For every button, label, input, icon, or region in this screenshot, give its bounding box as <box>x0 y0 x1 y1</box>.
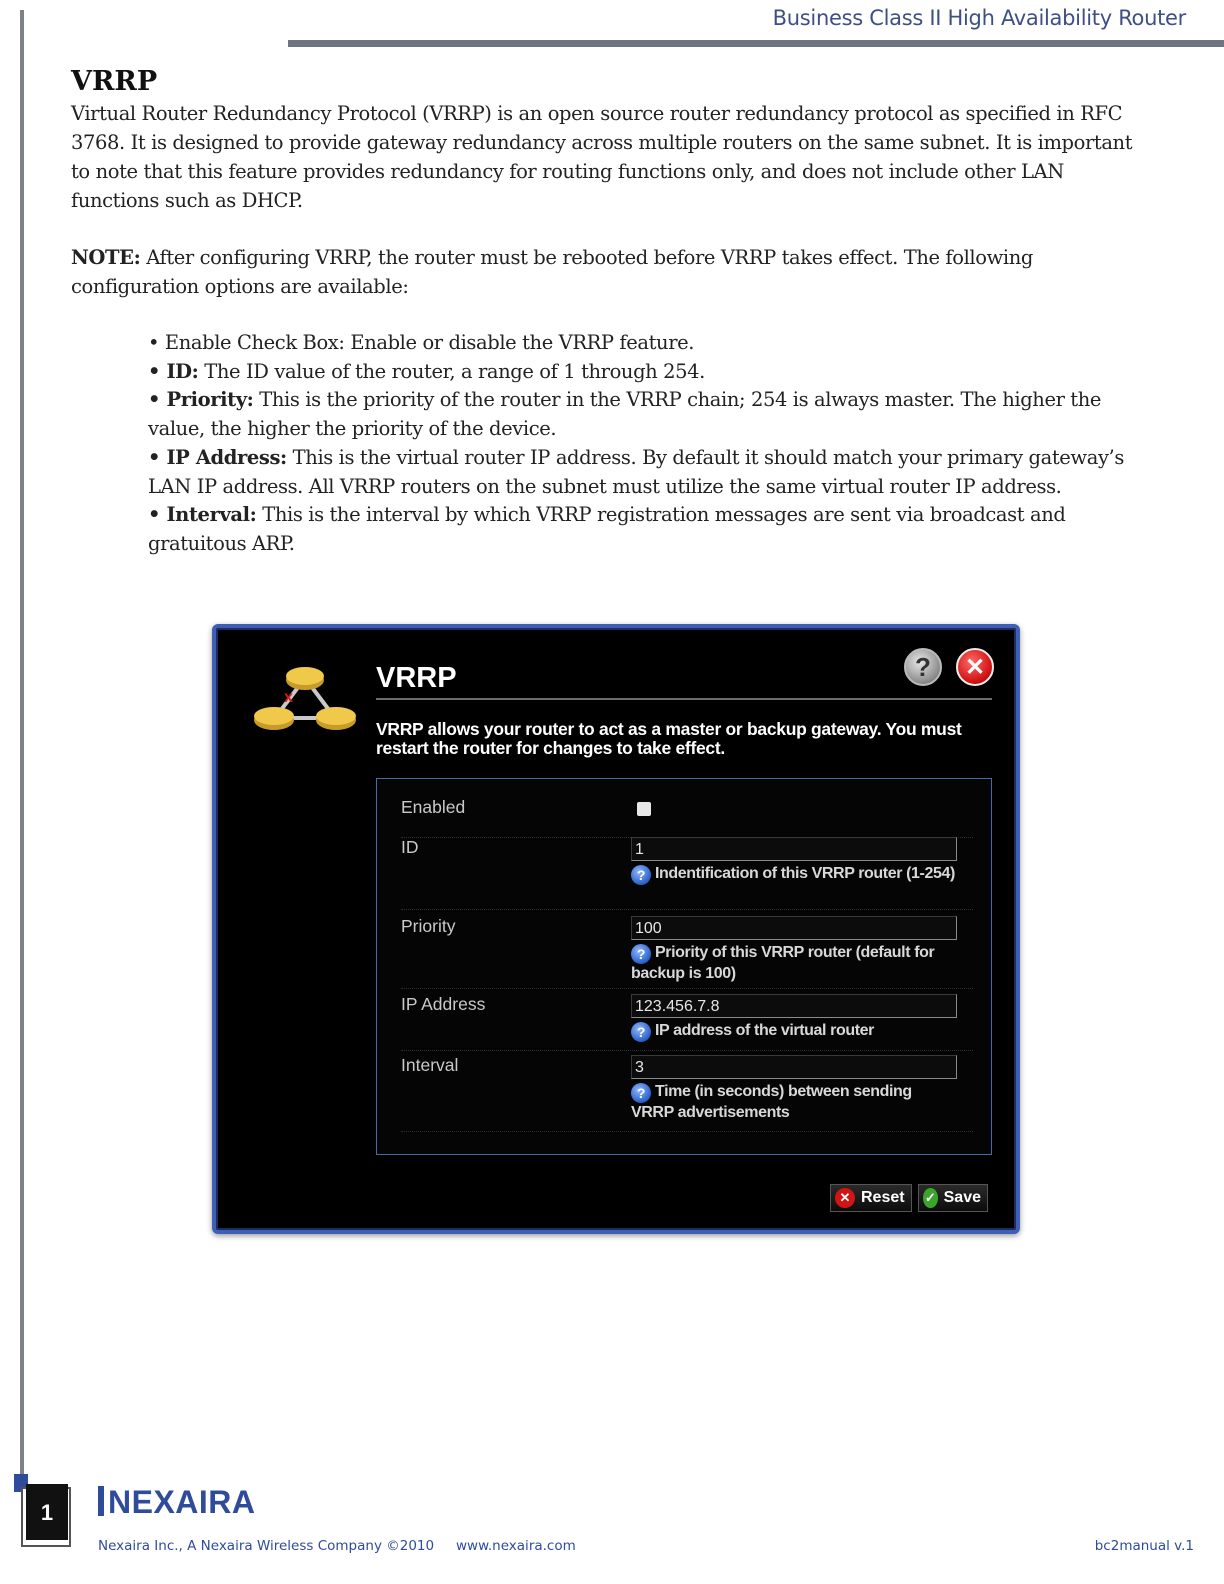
priority-row <box>401 916 973 989</box>
list-item <box>148 386 1151 443</box>
interval-label: Interval <box>401 1055 459 1075</box>
list-item <box>148 329 1151 358</box>
list-item <box>148 501 1151 558</box>
options-list <box>148 329 1151 559</box>
header-rule <box>288 40 1224 47</box>
interval-hint-text: Time (in seconds) between sending VRRP advertisements <box>631 1083 912 1121</box>
priority-hint-text: Priority of this VRRP router (default for backup is 100) <box>631 944 935 982</box>
help-icon: ? <box>631 944 651 964</box>
logo-mark-icon <box>98 1486 104 1516</box>
main-content <box>71 66 1151 559</box>
interval-row <box>401 1055 973 1132</box>
save-button-label: Save <box>943 1189 981 1206</box>
footer-url[interactable]: www.nexaira.com <box>456 1538 576 1554</box>
id-row <box>401 837 973 910</box>
option-text: This is the interval by which VRRP registration messages are sent via broadcast and gratuitous ARP. <box>148 503 1066 555</box>
help-icon: ? <box>915 651 931 682</box>
enabled-label: Enabled <box>401 797 466 817</box>
note-label: NOTE: <box>71 246 141 269</box>
nexaira-logo <box>98 1484 256 1521</box>
checkmark-icon: ✓ <box>923 1188 938 1208</box>
enabled-field <box>631 797 957 816</box>
option-term: • ID: <box>148 359 199 383</box>
router-network-icon <box>250 658 360 748</box>
ip-address-label: IP Address <box>401 994 486 1014</box>
ip-address-field <box>631 994 957 1042</box>
ip-address-input[interactable]: 123.456.7.8 <box>631 994 957 1018</box>
id-input[interactable]: 1 <box>631 837 957 861</box>
left-margin-bar <box>20 10 24 1490</box>
reset-icon: ✕ <box>835 1188 855 1208</box>
priority-hint <box>631 943 957 983</box>
option-text: This is the priority of the router in the VRRP chain; 254 is always master. The higher the value, the higher the priority of the device. <box>148 388 1102 441</box>
option-term: • Interval: <box>148 503 257 527</box>
section-heading: VRRP <box>71 66 158 97</box>
footer-company: Nexaira Inc., A Nexaira Wireless Company ©2010 <box>98 1538 435 1554</box>
priority-label: Priority <box>401 916 456 936</box>
page-number-tab <box>14 1474 76 1550</box>
footer-version: bc2manual v.1 <box>1094 1538 1194 1554</box>
id-hint-text: Indentification of this VRRP router (1-254) <box>655 865 955 882</box>
help-icon: ? <box>631 1022 651 1042</box>
priority-field <box>631 916 957 983</box>
option-text: • Enable Check Box: Enable or disable the VRRP feature. <box>148 331 695 354</box>
help-icon: ? <box>631 1083 651 1103</box>
note-text: After configuring VRRP, the router must be rebooted before VRRP takes effect. The following configuration options are available: <box>71 246 1033 298</box>
header-title: Business Class II High Availability Router <box>772 6 1186 30</box>
dialog-divider <box>376 698 992 700</box>
interval-hint <box>631 1082 957 1122</box>
interval-input[interactable]: 3 <box>631 1055 957 1079</box>
enabled-row <box>401 797 973 838</box>
option-text: This is the virtual router IP address. By default it should match your primary gateway’s LAN IP address. All VRRP routers on the subnet must utilize the same virtual router IP address. <box>148 445 1124 498</box>
ip-address-row <box>401 994 973 1051</box>
enabled-checkbox[interactable] <box>637 802 651 816</box>
close-icon: ✕ <box>964 653 986 681</box>
option-text: The ID value of the router, a range of 1 through 254. <box>198 359 705 383</box>
vrrp-dialog <box>212 624 1020 1234</box>
priority-input[interactable]: 100 <box>631 916 957 940</box>
dialog-title: VRRP <box>376 662 457 694</box>
help-button[interactable] <box>904 648 942 686</box>
note-paragraph <box>71 243 1151 301</box>
brand-name: NEXAIRA <box>108 1484 256 1520</box>
id-label: ID <box>401 837 419 857</box>
option-term: • Priority: <box>148 388 254 412</box>
id-hint <box>631 864 957 885</box>
close-button[interactable] <box>956 648 994 686</box>
ip-address-hint <box>631 1021 957 1042</box>
intro-paragraph: Virtual Router Redundancy Protocol (VRRP) is an open source router redundancy protocol as specified in RFC 3768. It is designed to provide gateway redundancy across multiple routers on the same subnet. It is important to note that this feature provides redundancy for routing functions only, and does not include other LAN functions such as DHCP. <box>71 102 1133 212</box>
interval-field <box>631 1055 957 1122</box>
save-button[interactable] <box>918 1184 988 1212</box>
id-field <box>631 837 957 885</box>
list-item <box>148 444 1151 501</box>
reset-button[interactable] <box>830 1184 912 1212</box>
list-item <box>148 358 1151 387</box>
vrrp-settings-panel <box>376 778 992 1155</box>
dialog-description: VRRP allows your router to act as a master or backup gateway. You must restart the router for changes to take effect. <box>376 719 962 758</box>
svg-text:x: x <box>284 689 293 706</box>
ip-address-hint-text: IP address of the virtual router <box>655 1022 874 1039</box>
page-number: 1 <box>40 1500 54 1525</box>
option-term: • IP Address: <box>148 445 287 469</box>
reset-button-label: Reset <box>861 1189 905 1206</box>
help-icon: ? <box>631 865 651 885</box>
